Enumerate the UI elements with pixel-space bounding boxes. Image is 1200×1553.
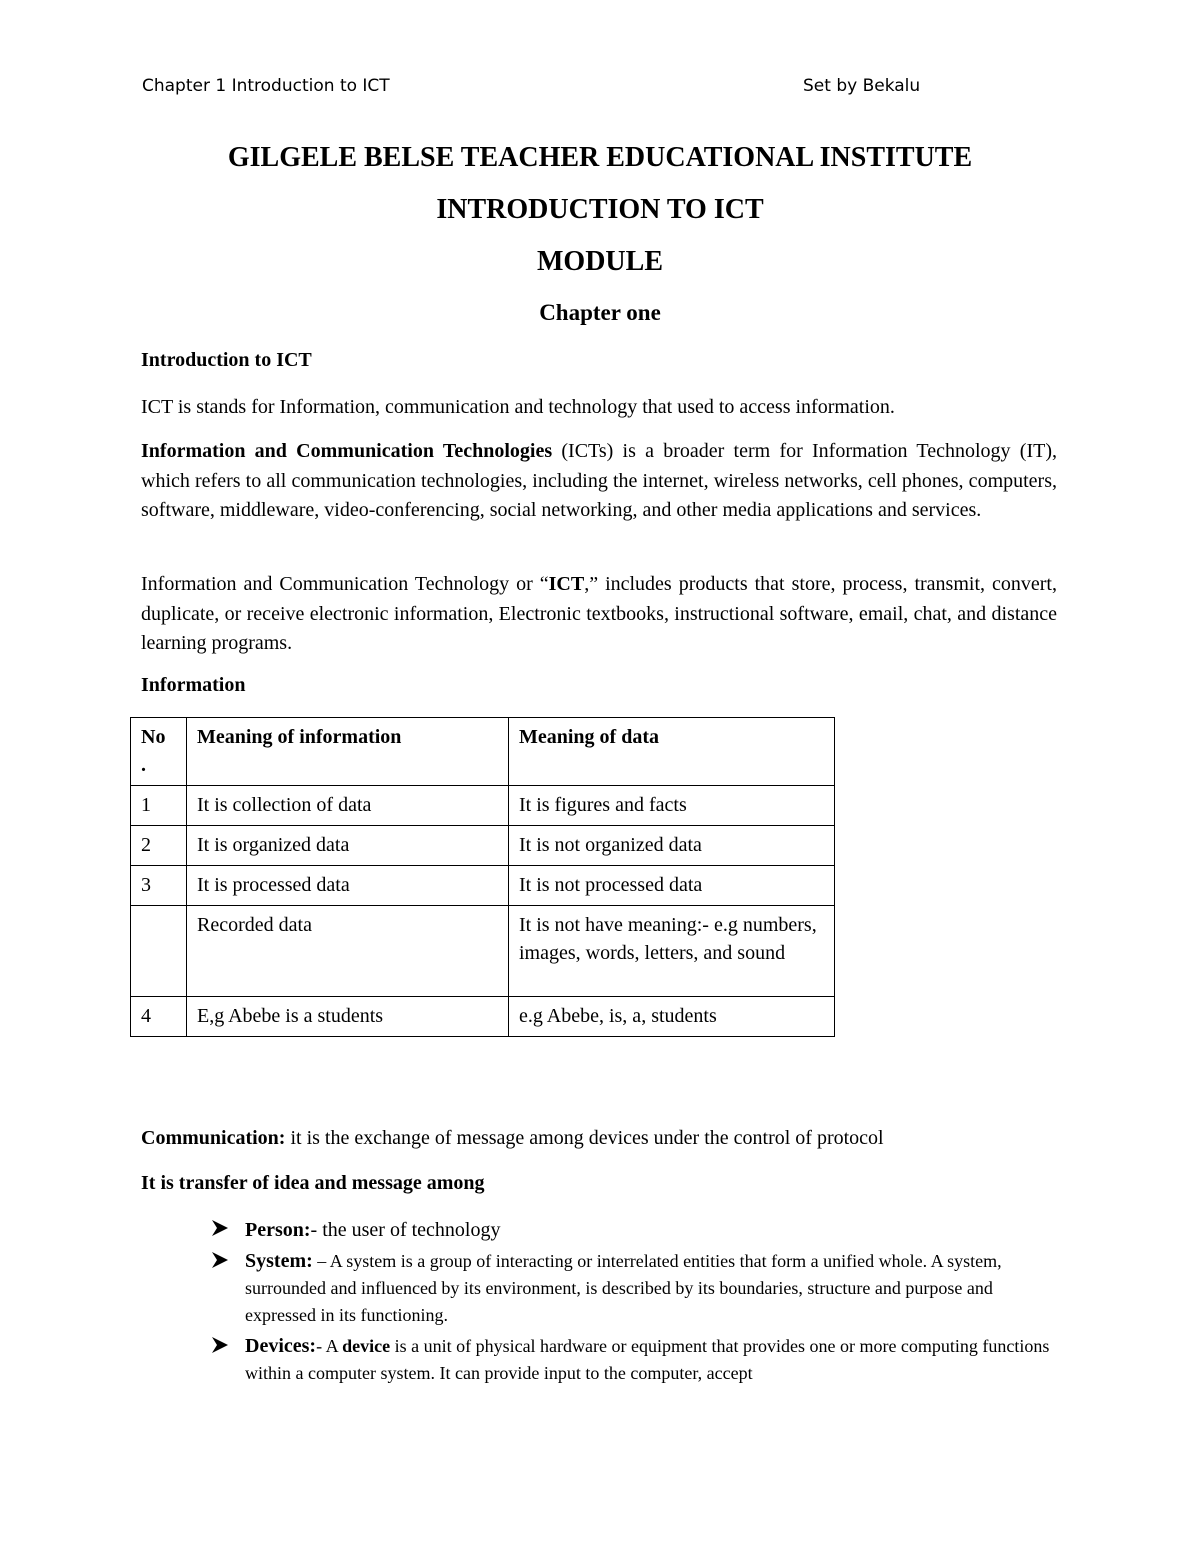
table-cell: It is figures and facts [509, 786, 835, 826]
arrowhead-bullet-icon [210, 1335, 230, 1363]
arrowhead-bullet-icon [210, 1250, 230, 1278]
ict-bold-term: Information and Communication Technologies [141, 440, 553, 462]
table-cell: Recorded data [187, 906, 509, 997]
table-cell: It is organized data [187, 826, 509, 866]
intro-paragraph-1: ICT is stands for Information, communication and technology that used to access information. [141, 396, 895, 418]
communication-definition: Communication: it is the exchange of message among devices under the control of protocol [141, 1127, 884, 1149]
list-item: Devices:- A device is a unit of physical hardware or equipment that provides one or more computing functions within a computer system. It can provide input to the computer, accept [210, 1333, 1050, 1387]
course-title: INTRODUCTION TO ICT [436, 194, 764, 225]
info-data-table [130, 717, 835, 1037]
table-row [131, 866, 835, 906]
transfer-list [210, 1216, 1050, 1391]
arrowhead-bullet-icon [210, 1218, 230, 1246]
table-cell: It is not processed data [509, 866, 835, 906]
ict-bold-abbr: ICT [548, 573, 585, 595]
table-cell: It is not organized data [509, 826, 835, 866]
table-row [131, 786, 835, 826]
table-cell: It is not have meaning:- e.g numbers, images, words, letters, and sound [509, 906, 835, 997]
module-title: MODULE [537, 246, 663, 277]
information-heading: Information [141, 674, 246, 696]
table-header-cell: Meaning of data [509, 718, 835, 786]
table-cell: e.g Abebe, is, a, students [509, 997, 835, 1037]
table-cell: 4 [131, 997, 187, 1037]
header-left: Chapter 1 Introduction to ICT [142, 76, 390, 96]
table-row [131, 906, 835, 997]
table-header-cell: Meaning of information [187, 718, 509, 786]
transfer-heading: It is transfer of idea and message among [141, 1172, 485, 1194]
list-item: System: – A system is a group of interacting or interrelated entities that form a unified whole. A system, surrounded and influenced by its environment, is described by its boundaries, structure and purpose and expressed in its functioning. [210, 1248, 1050, 1329]
chapter-title: Chapter one [539, 300, 661, 325]
table-cell: 3 [131, 866, 187, 906]
communication-label: Communication: [141, 1127, 286, 1149]
header-right: Set by Bekalu [803, 76, 921, 96]
table-cell [131, 906, 187, 997]
intro-paragraph-3: Information and Communication Technology or “ICT,” includes products that store, process, transmit, convert, duplicate, or receive electronic information, Electronic textbooks, instructional software, email, chat, and distance learning programs. [141, 573, 1057, 654]
table-row [131, 997, 835, 1037]
list-item: Person:- the user of technology [210, 1216, 1050, 1244]
institute-title: GILGELE BELSE TEACHER EDUCATIONAL INSTITUTE [227, 142, 973, 173]
table-header-cell: No . [131, 718, 187, 786]
table-cell: It is processed data [187, 866, 509, 906]
table-cell: 2 [131, 826, 187, 866]
intro-paragraph-2: Information and Communication Technologies (ICTs) is a broader term for Information Technology (IT), which refers to all communication technologies, including the internet, wireless networks, cell phones, computers, software, middleware, video-conferencing, social networking, and other media applications and services. [141, 440, 1057, 521]
table-row [131, 826, 835, 866]
table-cell: E,g Abebe is a students [187, 997, 509, 1037]
table-cell: 1 [131, 786, 187, 826]
intro-heading: Introduction to ICT [141, 349, 312, 371]
table-header-row [131, 718, 835, 786]
table-cell: It is collection of data [187, 786, 509, 826]
